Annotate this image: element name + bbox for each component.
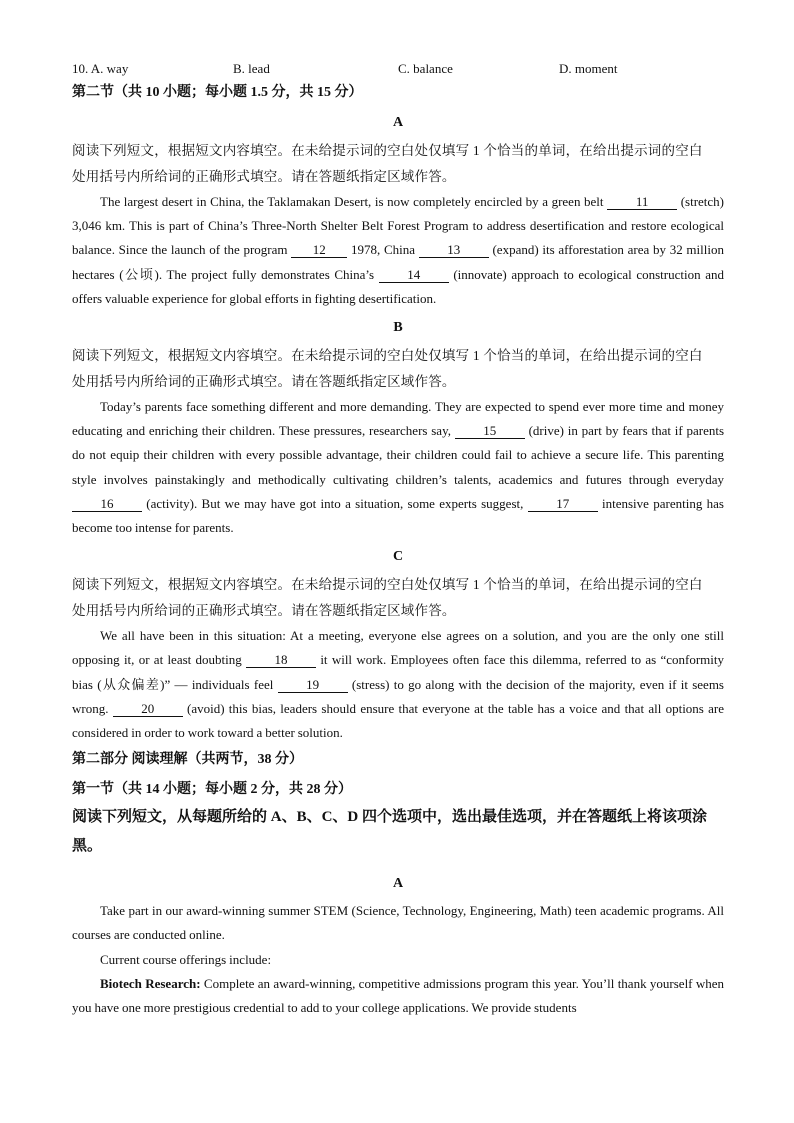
- passage-b-text-1: Today’s parents face something different and more demanding. They are expected to spend ever more time and money educating and enriching their children. These pressures, researchers say,: [72, 399, 724, 439]
- option-a[interactable]: 10. A. way: [72, 61, 129, 76]
- part-2-instruction: 阅读下列短文，从每题所给的 A、B、C、D 四个选项中，选出最佳选项，并在答题纸上将该项涂黑。: [72, 809, 708, 855]
- passage-c-instruction-2: 处用括号内所给词的正确形式填空。请在答题纸指定区域作答。: [72, 603, 456, 619]
- passage-b-letter: B: [393, 320, 403, 336]
- option-d[interactable]: D. moment: [559, 61, 618, 76]
- passage-c-text-4: (avoid) this bias, leaders should ensure that everyone at the table has a voice and that all options are considered in order to work toward a better solution.: [72, 700, 724, 741]
- blank-15[interactable]: 15: [455, 423, 525, 439]
- blank-16[interactable]: 16: [72, 496, 142, 512]
- page: [72, 58, 724, 1020]
- blank-18[interactable]: 18: [246, 652, 316, 668]
- passage-a-text-3: 1978, China: [347, 242, 419, 258]
- biotech-heading: Biotech Research:: [100, 975, 201, 991]
- course-offerings: Current course offerings include:: [100, 951, 272, 967]
- part-2-section-1-heading: 第一节（共 14 小题；每小题 2 分，共 28 分）: [72, 782, 352, 798]
- option-c[interactable]: C. balance: [398, 61, 453, 76]
- passage-a-letter: A: [392, 115, 404, 130]
- part-2-passage-a-letter: A: [392, 876, 404, 892]
- blank-13[interactable]: 13: [419, 242, 489, 258]
- section-2-heading: 第二节（共 10 小题；每小题 1.5 分，共 15 分）: [72, 85, 363, 100]
- passage-a-text-4: (expand) its afforestation area by 32 million hectares (公顷). The project fully demonstrates China’s: [72, 242, 724, 282]
- passage-a-text-2: (stretch) 3,046 km. This is part of China’s Three-North Shelter Belt Forest Program to address desertification and restore ecological balance. Since the launch of the program: [72, 194, 724, 258]
- passage-c-text-2: it will work. Employees often face this dilemma, referred to as “conformity bias (从众偏差)” — individuals feel: [72, 652, 724, 692]
- blank-14[interactable]: 14: [379, 267, 449, 283]
- passage-a-instruction-1: 阅读下列短文，根据短文内容填空。在未给提示词的空白处仅填写 1 个恰当的单词，在给出提示词的空白: [72, 143, 703, 158]
- passage-a-text: [72, 190, 724, 311]
- passage-c-letter: C: [392, 549, 404, 565]
- passage-b-text: [72, 395, 724, 540]
- blank-11[interactable]: 11: [607, 194, 677, 210]
- passage-b-text-2: (drive) in part by fears that if parents do not equip their children with every possible advantage, their children could fail to achieve a secure life. This parenting style involves painstakingly and methodically cultivating children’s talents, academics and futures through everyday: [72, 423, 725, 487]
- blank-17[interactable]: 17: [528, 496, 598, 512]
- biotech-body: Complete an award-winning, competitive admissions program this year. You’ll thank yourself when you have one more prestigious credential to add to your college applications. We provide students: [72, 975, 725, 1016]
- passage-c-text: [72, 624, 724, 745]
- option-b[interactable]: B. lead: [233, 61, 270, 76]
- passage-a-instruction-2: 处用括号内所给词的正确形式填空。请在答题纸指定区域作答。: [72, 169, 456, 184]
- passage-c-instruction-1: 阅读下列短文，根据短文内容填空。在未给提示词的空白处仅填写 1 个恰当的单词，在给出提示词的空白: [72, 577, 703, 593]
- passage-b-text-3: (activity). But we may have got into a situation, some experts suggest,: [142, 495, 528, 511]
- passage-a-text-1: The largest desert in China, the Taklamakan Desert, is now completely encircled by a green belt: [100, 194, 608, 209]
- passage-c-text-3: (stress) to go along with the decision of the majority, even if it seems wrong.: [72, 676, 724, 716]
- blank-20[interactable]: 20: [113, 701, 183, 717]
- blank-12[interactable]: 12: [291, 242, 347, 258]
- biotech-research: [72, 972, 724, 1020]
- question-10-options: [72, 58, 724, 80]
- stem-intro: Take part in our award-winning summer STEM (Science, Technology, Engineering, Math) teen academic programs. All courses are conducted online.: [72, 903, 724, 943]
- passage-b-text-4: intensive parenting has become too intense for parents.: [72, 495, 724, 536]
- passage-b-instruction-2: 处用括号内所给词的正确形式填空。请在答题纸指定区域作答。: [72, 374, 456, 390]
- blank-19[interactable]: 19: [278, 677, 348, 693]
- passage-a-text-5: (innovate) approach to ecological construction and offers valuable experience for global efforts in fighting desertification.: [72, 266, 724, 306]
- part-2-heading: 第二部分 阅读理解（共两节，38 分）: [72, 752, 303, 768]
- passage-c-text-1: We all have been in this situation: At a meeting, everyone else agrees on a solution, and you are the only one still opposing it, or at least doubting: [72, 628, 724, 668]
- passage-b-instruction-1: 阅读下列短文，根据短文内容填空。在未给提示词的空白处仅填写 1 个恰当的单词，在给出提示词的空白: [72, 348, 703, 364]
